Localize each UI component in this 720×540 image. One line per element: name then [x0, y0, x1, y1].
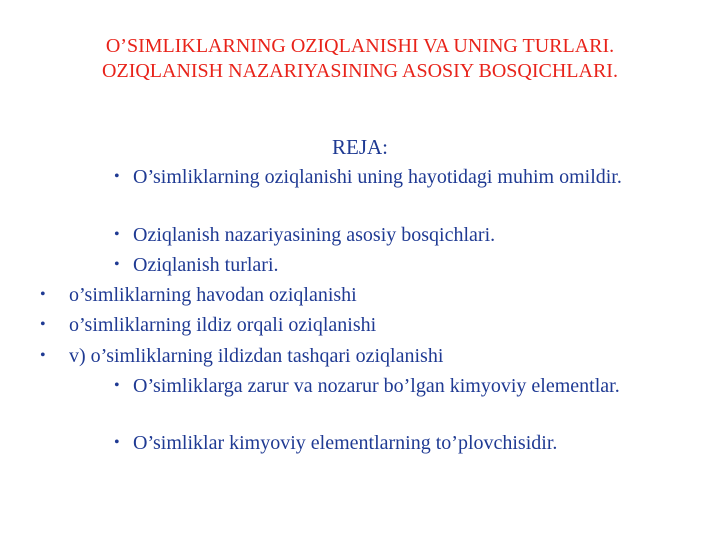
bullet-icon: •	[40, 286, 46, 303]
bullet-icon: •	[114, 256, 120, 273]
title-line-1: O’SIMLIKLARNING OZIQLANISHI VA UNING TURLARI.	[105, 35, 615, 57]
bullet-icon: •	[40, 347, 46, 364]
list-item	[114, 374, 676, 398]
list-item-text: o’simliklarning havodan oziqlanishi	[69, 284, 357, 306]
bullet-icon: •	[114, 226, 120, 243]
bullet-icon: •	[114, 377, 120, 394]
list-item	[114, 223, 676, 247]
list-item-text: O’simliklar kimyoviy elementlarning to’plovchisidir.	[133, 432, 558, 454]
bullet-icon: •	[114, 434, 120, 451]
list-item-text: Oziqlanish nazariyasining asosiy bosqichlari.	[133, 224, 496, 246]
plan-heading-text: REJA:	[331, 135, 388, 159]
bullet-icon: •	[114, 168, 120, 185]
list-item	[40, 313, 676, 337]
list-item-text: v) o’simliklarning ildizdan tashqari oziqlanishi	[69, 345, 444, 367]
bullet-icon: •	[40, 316, 46, 333]
slide-title	[40, 34, 680, 84]
list-item-text: O’simliklarga zarur va nozarur bo’lgan kimyoviy elementlar.	[133, 375, 620, 397]
list-item	[40, 283, 676, 307]
title-line-2: OZIQLANISH NAZARIYASINING ASOSIY BOSQICHLARI.	[102, 60, 618, 82]
list-item-text: O’simliklarning oziqlanishi uning hayotidagi muhim omildir.	[133, 166, 622, 188]
list-item	[114, 165, 676, 189]
list-item	[114, 253, 676, 277]
list-item-text: Oziqlanish turlari.	[133, 254, 279, 276]
list-item-text: o’simliklarning ildiz orqali oziqlanishi	[69, 314, 377, 336]
list-item	[40, 344, 676, 368]
list-item	[114, 431, 676, 455]
plan-heading	[0, 134, 720, 160]
